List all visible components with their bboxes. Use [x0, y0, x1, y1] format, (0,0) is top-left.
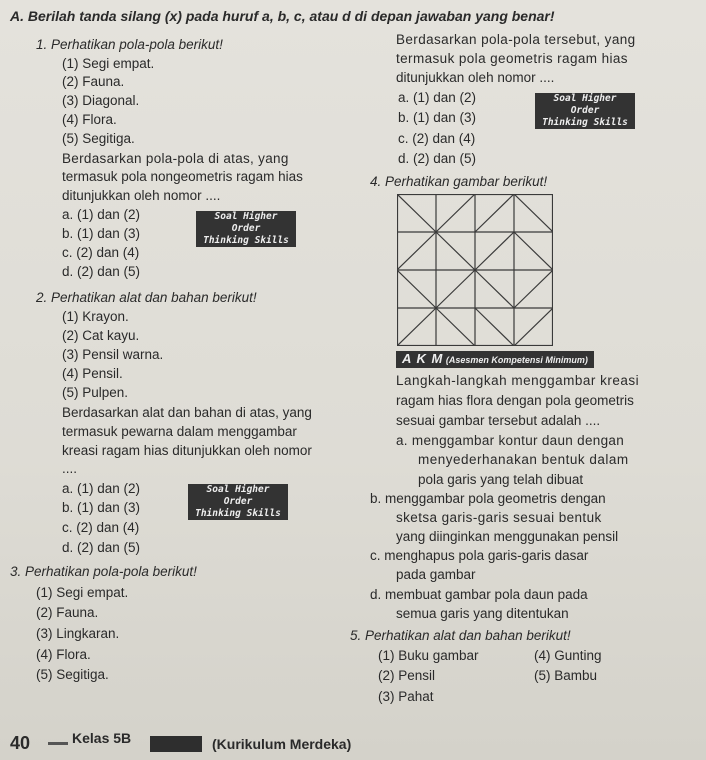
q3-stem: 3. Perhatikan pola-pola berikut!	[10, 564, 197, 579]
akm-badge-title: A K M	[402, 351, 444, 366]
q2-question: Berdasarkan alat dan bahan di atas, yang	[62, 405, 312, 420]
q3-option-b[interactable]: b. (1) dan (3)	[398, 110, 477, 125]
q2-option-b[interactable]: b. (1) dan (3)	[62, 500, 141, 515]
hots-badge-line1: Soal Higher Order	[214, 211, 278, 234]
hots-badge-line2: Thinking Skills	[203, 235, 289, 246]
q1-item: (4) Flora.	[62, 112, 117, 127]
q4-option-d-line: semua garis yang ditentukan	[396, 606, 569, 621]
q1-option-b[interactable]: b. (1) dan (3)	[62, 226, 141, 241]
hots-badge	[196, 211, 296, 247]
q3-item: (2) Fauna.	[36, 605, 99, 620]
q1-question: termasuk pola nongeometris ragam hias	[62, 169, 303, 184]
q5-item: (3) Pahat	[378, 689, 434, 704]
q5-stem: 5. Perhatikan alat dan bahan berikut!	[350, 628, 571, 643]
q1-option-c[interactable]: c. (2) dan (4)	[62, 245, 140, 260]
page-number: 40	[10, 733, 31, 753]
q4-question: Langkah-langkah menggambar kreasi	[396, 373, 640, 388]
q4-option-b-line: yang diinginkan menggunakan pensil	[396, 529, 619, 544]
q3-item: (5) Segitiga.	[36, 667, 109, 682]
q3-option-a[interactable]: a. (1) dan (2)	[398, 90, 477, 105]
hots-badge	[535, 93, 635, 129]
hots-badge-line1: Soal Higher Order	[553, 93, 617, 116]
hots-badge-line1: Soal Higher Order	[206, 484, 270, 507]
q2-option-c[interactable]: c. (2) dan (4)	[62, 520, 140, 535]
akm-badge	[396, 351, 594, 368]
q1-item: (2) Fauna.	[62, 74, 125, 89]
q1-question: Berdasarkan pola-pola di atas, yang	[62, 151, 289, 166]
q3-item: (1) Segi empat.	[36, 585, 129, 600]
akm-badge-subtitle: (Asesmen Kompetensi Minimum)	[445, 355, 588, 365]
q1-item: (3) Diagonal.	[62, 93, 140, 108]
q4-option-a[interactable]: a. menggambar kontur daun dengan	[396, 433, 625, 448]
q1-item: (5) Segitiga.	[62, 131, 135, 146]
q2-item: (1) Krayon.	[62, 309, 129, 324]
q5-item: (2) Pensil	[378, 668, 436, 683]
q3-question: ditunjukkan oleh nomor ....	[396, 70, 555, 85]
q4-question: ragam hias flora dengan pola geometris	[396, 393, 634, 408]
q3-question: Berdasarkan pola-pola tersebut, yang	[396, 32, 636, 47]
footer-curriculum: (Kurikulum Merdeka)	[212, 736, 352, 752]
q4-option-d[interactable]: d. membuat gambar pola daun pada	[370, 587, 588, 602]
hots-badge-line2: Thinking Skills	[542, 117, 628, 128]
geometric-pattern-figure	[397, 194, 553, 346]
q3-option-d[interactable]: d. (2) dan (5)	[398, 151, 477, 166]
q3-option-c[interactable]: c. (2) dan (4)	[398, 131, 476, 146]
q2-option-d[interactable]: d. (2) dan (5)	[62, 540, 141, 555]
q2-item: (3) Pensil warna.	[62, 347, 164, 362]
q3-item: (3) Lingkaran.	[36, 626, 120, 641]
footer-class: Kelas 5B	[72, 730, 132, 746]
q2-item: (2) Cat kayu.	[62, 328, 140, 343]
footer-bar	[150, 736, 202, 752]
q2-question: termasuk pewarna dalam menggambar	[62, 424, 297, 439]
q4-option-b-line: sketsa garis-garis sesuai bentuk	[396, 510, 602, 525]
q4-option-a-line: pola garis yang telah dibuat	[418, 472, 584, 487]
q4-stem: 4. Perhatikan gambar berikut!	[370, 174, 548, 189]
q4-option-a-line: menyederhanakan bentuk dalam	[418, 452, 629, 467]
q5-item: (5) Bambu	[534, 668, 598, 683]
hots-badge	[188, 484, 288, 520]
footer-rule	[48, 742, 68, 745]
q5-item: (4) Gunting	[534, 648, 602, 663]
q2-option-a[interactable]: a. (1) dan (2)	[62, 481, 141, 496]
q1-question: ditunjukkan oleh nomor ....	[62, 188, 221, 203]
q2-item: (4) Pensil.	[62, 366, 123, 381]
hots-badge-line2: Thinking Skills	[195, 508, 281, 519]
q2-item: (5) Pulpen.	[62, 385, 129, 400]
q1-option-d[interactable]: d. (2) dan (5)	[62, 264, 141, 279]
section-title: A. Berilah tanda silang (x) pada huruf a, b, c, atau d di depan jawaban yang benar!	[10, 8, 555, 24]
q4-option-c[interactable]: c. menghapus pola garis-garis dasar	[370, 548, 589, 563]
q3-item: (4) Flora.	[36, 647, 91, 662]
q2-question: ....	[62, 461, 78, 476]
q5-item: (1) Buku gambar	[378, 648, 479, 663]
q1-item: (1) Segi empat.	[62, 56, 155, 71]
q3-question: termasuk pola geometris ragam hias	[396, 51, 628, 66]
q4-question: sesuai gambar tersebut adalah ....	[396, 413, 601, 428]
q2-stem: 2. Perhatikan alat dan bahan berikut!	[36, 290, 257, 305]
q1-option-a[interactable]: a. (1) dan (2)	[62, 207, 141, 222]
q1-stem: 1. Perhatikan pola-pola berikut!	[36, 37, 223, 52]
q4-option-c-line: pada gambar	[396, 567, 476, 582]
q2-question: kreasi ragam hias ditunjukkan oleh nomor	[62, 443, 312, 458]
q4-option-b[interactable]: b. menggambar pola geometris dengan	[370, 491, 606, 506]
